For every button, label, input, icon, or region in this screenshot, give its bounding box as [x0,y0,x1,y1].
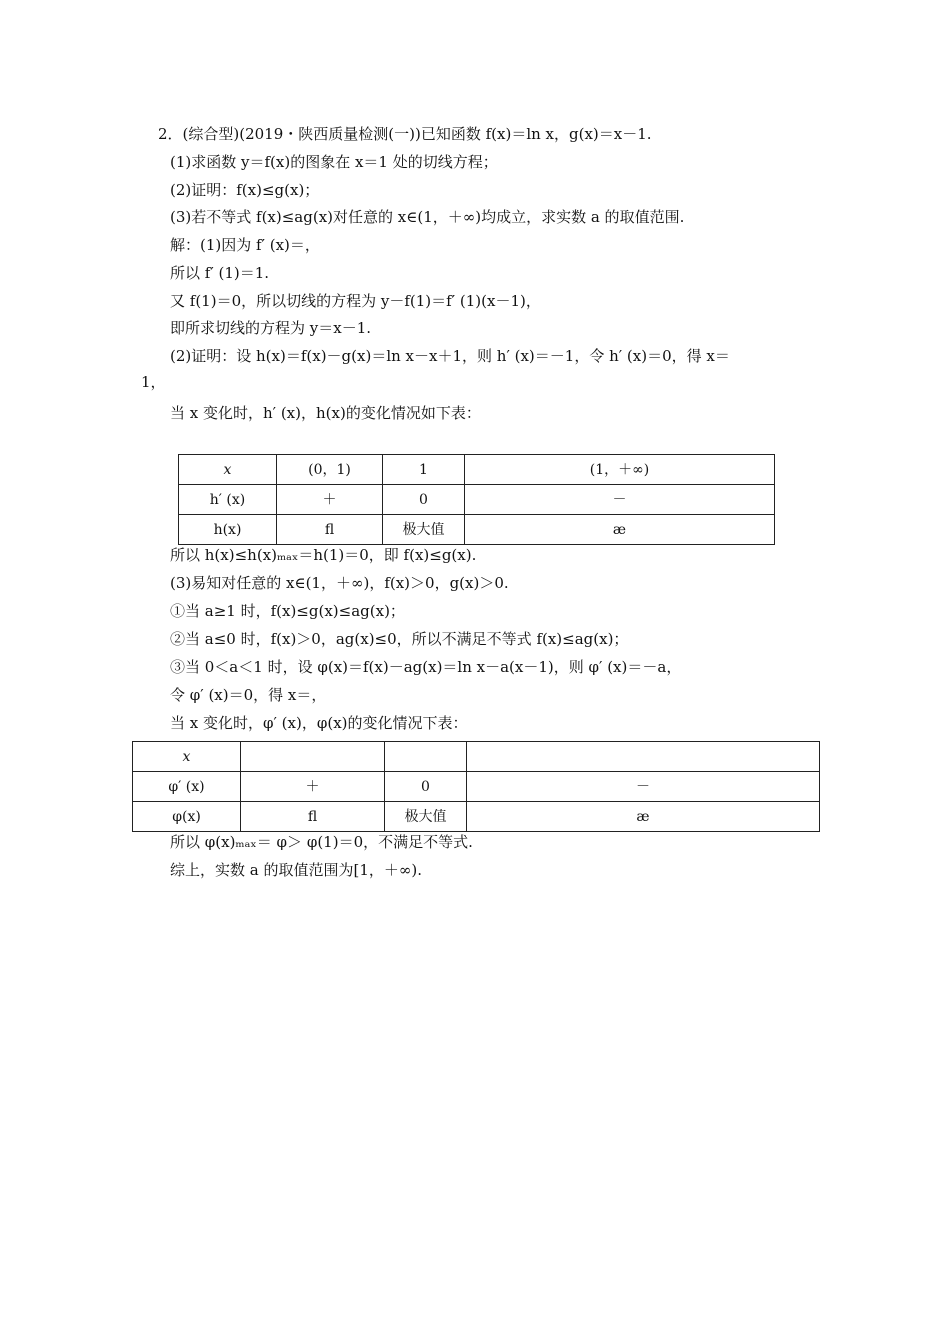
table-row [133,772,820,802]
table-cell: － [465,485,775,515]
table-cell: φ′ (x) [133,772,241,802]
table-cell [385,742,467,772]
solution-line-4: 即所求切线的方程为 y＝x－1. [170,319,372,337]
solution-line-2: 所以 f′ (1)＝1. [170,264,270,282]
table-cell: φ(x) [133,802,241,832]
table-cell: æ [465,515,775,545]
table-cell: 极大值 [385,802,467,832]
problem-title: 2．(综合型)(2019・陕西质量检测(一))已知函数 f(x)＝ln x，g(x)＝x－1. [158,125,652,143]
table-cell: ＋ [277,485,383,515]
table-cell: x [133,742,241,772]
table-cell: h′ (x) [179,485,277,515]
table-cell: ﬂ [241,802,385,832]
solution-line-6: 当 x 变化时，h′ (x)，h(x)的变化情况如下表： [170,404,481,422]
problem-part1: (1)求函数 y＝f(x)的图象在 x＝1 处的切线方程； [170,153,498,171]
solution-line-10: ②当 a≤0 时，f(x)＞0，ag(x)≤0，所以不满足不等式 f(x)≤ag(x)； [170,630,629,648]
variation-table-h [178,454,775,545]
table-cell: (1，＋∞) [465,455,775,485]
table-cell: 1 [383,455,465,485]
table-row [133,742,820,772]
table-cell: － [467,772,820,802]
solution-line-9: ①当 a≥1 时，f(x)≤g(x)≤ag(x)； [170,602,405,620]
table-cell: 0 [385,772,467,802]
table-cell: æ [467,802,820,832]
table-row [179,515,775,545]
table-cell: 0 [383,485,465,515]
solution-line-5: (2)证明：设 h(x)＝f(x)－g(x)＝ln x－x＋1，则 h′ (x)＝－1，令 h′ (x)＝0，得 x＝ [170,347,730,365]
solution-line-3: 又 f(1)＝0，所以切线的方程为 y－f(1)＝f′ (1)(x－1)， [170,292,541,310]
solution-line-13: 当 x 变化时，φ′ (x)，φ(x)的变化情况下表： [170,714,468,732]
table-cell: x [179,455,277,485]
solution-line-7: 所以 h(x)≤h(x)ₘₐₓ＝h(1)＝0，即 f(x)≤g(x). [170,546,477,564]
table-cell [241,742,385,772]
table-cell: ＋ [241,772,385,802]
table-cell [467,742,820,772]
solution-line-8: (3)易知对任意的 x∈(1，＋∞)，f(x)＞0，g(x)＞0. [170,574,509,592]
table-cell: h(x) [179,515,277,545]
solution-line-15: 综上，实数 a 的取值范围为[1，＋∞). [170,861,422,879]
solution-line-11: ③当 0＜a＜1 时，设 φ(x)＝f(x)－ag(x)＝ln x－a(x－1)，则 φ′ (x)＝－a， [170,658,682,676]
table-row [133,802,820,832]
variation-table-phi [132,741,820,832]
table-cell: ﬂ [277,515,383,545]
table-row [179,455,775,485]
table-cell: 极大值 [383,515,465,545]
table-cell: (0，1) [277,455,383,485]
solution-line-12: 令 φ′ (x)＝0，得 x＝， [170,686,327,704]
solution-line-1: 解：(1)因为 f′ (x)＝， [170,236,320,254]
problem-part2: (2)证明：f(x)≤g(x)； [170,181,320,199]
problem-part3: (3)若不等式 f(x)≤ag(x)对任意的 x∈(1，＋∞)均成立，求实数 a 的取值范围. [170,208,685,226]
solution-line-14: 所以 φ(x)ₘₐₓ＝ φ＞ φ(1)＝0，不满足不等式. [170,833,473,851]
solution-line-5-cont: 1， [141,373,166,391]
table-row [179,485,775,515]
